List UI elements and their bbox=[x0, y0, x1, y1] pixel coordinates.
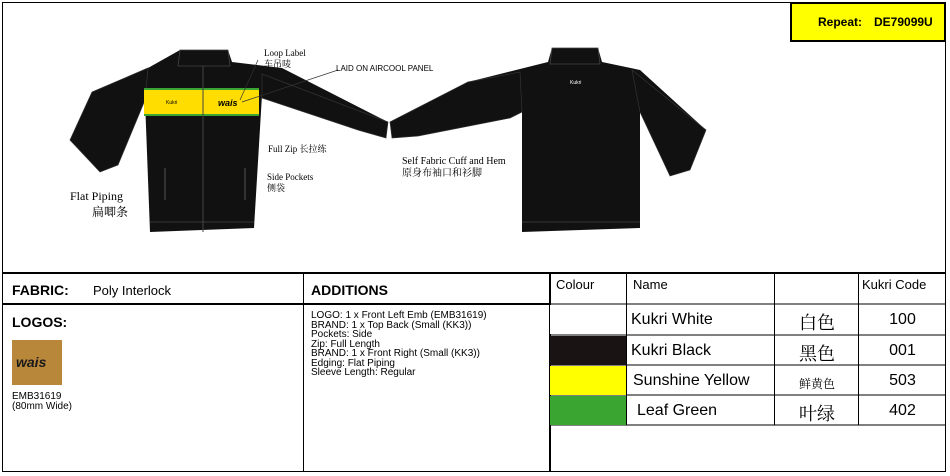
laid-note: LAID ON AIRCOOL PANEL bbox=[336, 64, 434, 73]
loop-label-en: Loop Label bbox=[264, 48, 306, 58]
front-wais-logo: wais bbox=[218, 98, 238, 108]
name-header: Name bbox=[633, 277, 668, 292]
jacket-back bbox=[390, 48, 706, 232]
colour-name-cn: 叶绿 bbox=[799, 404, 835, 425]
side-pockets-en: Side Pockets bbox=[267, 172, 314, 182]
cuff-cn: 原身布袖口和衫脚 bbox=[402, 168, 482, 179]
colour-swatch bbox=[550, 396, 626, 425]
side-pockets-cn: 侧袋 bbox=[267, 183, 286, 193]
addition-line: Zip: Full Length bbox=[311, 338, 380, 350]
addition-line: Sleeve Length: Regular bbox=[311, 367, 416, 378]
full-zip-note: Full Zip 长拉练 bbox=[268, 144, 327, 154]
additions-list bbox=[311, 311, 487, 378]
wais-logo-text: wais bbox=[16, 354, 47, 370]
additions-label: ADDITIONS bbox=[311, 282, 388, 298]
logo-code: EMB31619 bbox=[12, 391, 62, 402]
colour-header: Colour bbox=[556, 277, 595, 292]
colour-name: Kukri White bbox=[631, 311, 713, 328]
colour-swatch bbox=[550, 366, 626, 395]
flat-piping-cn: 扁唧条 bbox=[92, 205, 129, 219]
fabric-label: FABRIC: bbox=[12, 282, 69, 298]
colour-name-cn: 黑色 bbox=[799, 344, 835, 365]
colour-name-cn: 鲜黄色 bbox=[798, 377, 835, 391]
wais-logo bbox=[12, 340, 62, 385]
addition-line: BRAND: 1 x Top Back (Small (KK3)) bbox=[311, 319, 472, 331]
colour-code: 402 bbox=[889, 402, 916, 419]
logos-label: LOGOS: bbox=[12, 314, 68, 330]
front-brand-mark: Kukri bbox=[166, 100, 178, 106]
colour-name: Kukri Black bbox=[631, 342, 712, 359]
loop-label-cn: 车吊唛 bbox=[264, 59, 292, 69]
cuff-en: Self Fabric Cuff and Hem bbox=[402, 156, 506, 167]
colour-swatch bbox=[550, 305, 626, 334]
cuff-note bbox=[402, 156, 506, 180]
addition-line: BRAND: 1 x Front Right (Small (KK3)) bbox=[311, 348, 480, 359]
colour-code: 001 bbox=[889, 342, 916, 359]
addition-line: Edging: Flat Piping bbox=[311, 357, 395, 369]
logo-size: (80mm Wide) bbox=[12, 401, 73, 412]
colour-name-cn: 白色 bbox=[799, 313, 835, 334]
side-pockets-note bbox=[267, 172, 313, 194]
repeat-code: DE79099U bbox=[874, 15, 933, 29]
fabric-row-rule bbox=[2, 303, 550, 305]
fabric-value: Poly Interlock bbox=[93, 283, 172, 298]
flat-piping-en: Flat Piping bbox=[70, 189, 124, 203]
loop-label-note bbox=[264, 48, 306, 70]
colour-name: Leaf Green bbox=[637, 402, 718, 419]
colour-swatch bbox=[550, 336, 626, 365]
repeat-label: Repeat: bbox=[818, 15, 863, 29]
back-brand-mark: Kukri bbox=[570, 80, 582, 86]
addition-line: LOGO: 1 x Front Left Emb (EMB31619) bbox=[311, 310, 487, 321]
colour-name: Sunshine Yellow bbox=[633, 372, 750, 389]
code-header: Kukri Code bbox=[862, 277, 927, 292]
col-divider-1 bbox=[303, 272, 304, 472]
addition-line: Pockets: Side bbox=[311, 329, 373, 340]
colour-code: 100 bbox=[889, 311, 916, 328]
colour-code: 503 bbox=[889, 372, 916, 389]
flat-piping-note bbox=[70, 188, 128, 220]
